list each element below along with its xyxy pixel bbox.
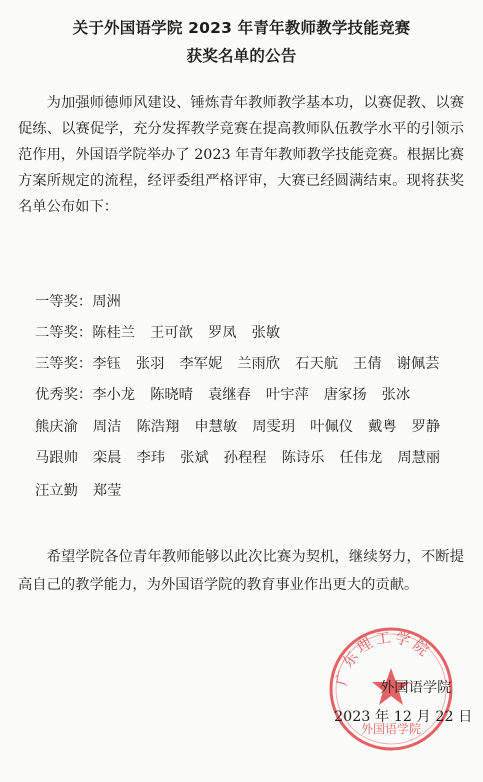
winner-name: 石天航	[295, 356, 339, 372]
winner-name: 陈诗乐	[281, 450, 325, 466]
winner-name: 马跟帅	[35, 450, 78, 466]
winner-name: 唐家扬	[323, 387, 367, 403]
winner-name: 李玮	[136, 450, 166, 466]
winner-name: 陈浩翔	[136, 419, 180, 435]
winner-name: 孙程程	[223, 450, 267, 466]
winner-name: 郑莹	[92, 483, 122, 499]
award-excellent-row-4	[35, 480, 136, 500]
winner-name: 张冰	[381, 387, 411, 403]
award-first-row	[35, 291, 136, 311]
award-excellent-row-3	[35, 447, 455, 467]
winner-name: 陈晓晴	[150, 387, 193, 403]
winner-name: 张斌	[180, 450, 209, 466]
winner-name: 张羽	[135, 356, 165, 372]
winner-name: 周洁	[92, 419, 122, 435]
winner-name: 陈桂兰	[92, 325, 136, 341]
winner-name: 李军妮	[179, 356, 223, 372]
signature-org: 外国语学院	[380, 680, 452, 696]
winner-name: 袁继春	[207, 387, 251, 403]
winner-name: 张敏	[251, 325, 281, 341]
winner-name: 周雯玥	[252, 419, 296, 435]
winner-name: 戴粤	[368, 419, 397, 435]
seal-text: 广东理工学院	[332, 627, 435, 688]
seal-bottom-text: 外国语学院	[360, 722, 422, 736]
intro-paragraph: 为加强师德师风建设、锤炼青年教师教学基本功，以赛促教、以赛促练、以赛促学，充分发挥教学竞赛在提高教师队伍教学水平的引领示范作用，外国语学院举办了 2023 年青年教师教学技能竞赛。根据比赛方案所规定的流程，经评委组严格评审，大赛已经圆满结束。现将获奖名单公布如下：	[18, 95, 464, 215]
award-second-row	[35, 322, 295, 342]
title-line-1: 关于外国语学院 2023 年青年教师教学技能竞赛	[72, 19, 411, 37]
award-first-label: 一等奖：	[35, 294, 93, 310]
award-third-label: 三等奖：	[35, 356, 93, 372]
winner-name: 王可歆	[150, 325, 193, 341]
winner-name: 栾晨	[92, 450, 122, 466]
winner-name: 谢佩芸	[396, 356, 440, 372]
title-line-2: 获奖名单的公告	[186, 47, 297, 65]
winner-name: 叶佩仪	[310, 419, 354, 435]
winner-name: 周洲	[92, 294, 121, 310]
winner-name: 罗静	[411, 419, 441, 435]
award-third-row	[35, 353, 455, 373]
winner-name: 王倩	[353, 356, 382, 372]
winner-name: 周慧丽	[397, 450, 441, 466]
winner-name: 叶宇萍	[265, 387, 309, 403]
award-excellent-row-2	[35, 416, 455, 436]
closing-paragraph: 希望学院各位青年教师能够以此次比赛为契机，继续努力，不断提高自己的教学能力，为外国语学院的教育事业作出更大的贡献。	[18, 549, 464, 593]
winner-name: 李小龙	[92, 387, 136, 403]
winner-name: 兰雨欣	[237, 356, 281, 372]
winner-name: 汪立勤	[35, 483, 78, 499]
winner-name: 任伟龙	[339, 450, 383, 466]
award-excellent-label: 优秀奖：	[35, 387, 93, 403]
winner-name: 申慧敏	[194, 419, 238, 435]
winner-name: 李钰	[92, 356, 121, 372]
award-second-label: 二等奖：	[35, 325, 93, 341]
signature-date: 2023 年 12 月 22 日	[334, 709, 473, 725]
winner-name: 熊庆渝	[35, 419, 78, 435]
winner-name: 罗凤	[207, 325, 237, 341]
award-excellent-row-1	[35, 384, 425, 404]
